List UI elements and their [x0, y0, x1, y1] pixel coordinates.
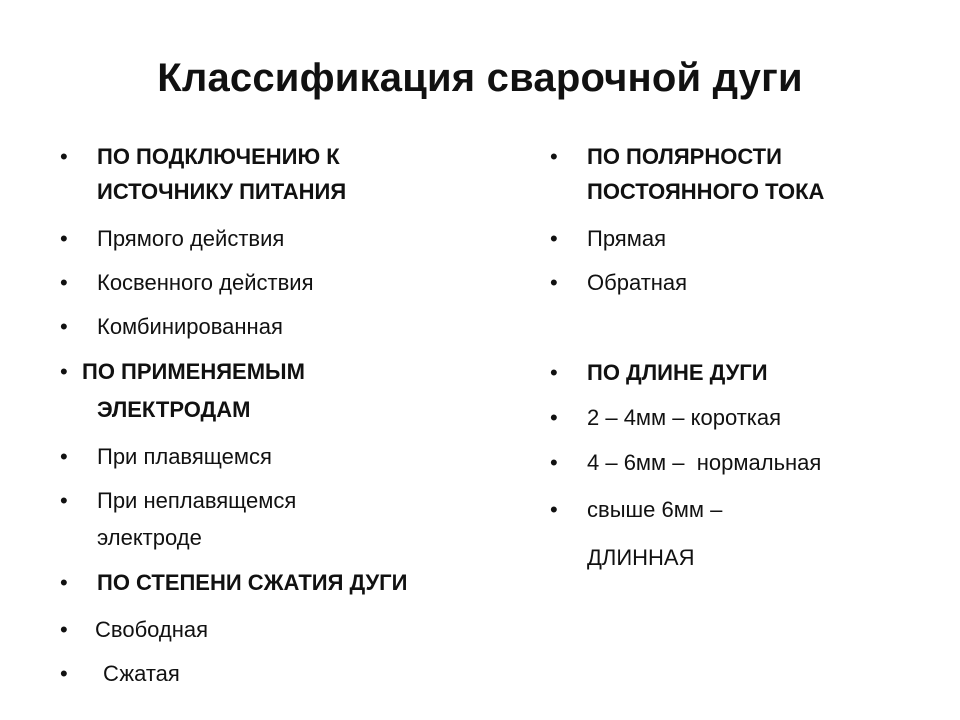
heading-line: ПОСТОЯННОГО ТОКА: [587, 179, 825, 204]
item-text: Свободная: [95, 617, 209, 642]
bullet: •: [550, 497, 558, 522]
item-text: ДЛИННАЯ: [587, 545, 695, 570]
bullet: •: [550, 226, 558, 251]
item-text: Прямого действия: [97, 226, 285, 251]
item-text: Прямая: [587, 226, 666, 251]
item-text: Комбинированная: [97, 314, 283, 339]
bullet: •: [60, 570, 68, 595]
item-text: свыше 6мм –: [587, 497, 723, 522]
item-text: Косвенного действия: [97, 270, 314, 295]
heading-line: ИСТОЧНИКУ ПИТАНИЯ: [97, 179, 347, 204]
bullet: •: [60, 226, 68, 251]
item-text: 2 – 4мм – короткая: [587, 405, 782, 430]
bullet: •: [550, 360, 558, 385]
bullet: •: [60, 617, 68, 642]
item-text: электроде: [97, 525, 202, 550]
heading-line: ПО ДЛИНЕ ДУГИ: [587, 360, 768, 385]
bullet: •: [550, 144, 558, 169]
heading-line: ПО СТЕПЕНИ СЖАТИЯ ДУГИ: [97, 570, 408, 595]
item-text: Сжатая: [103, 661, 180, 686]
bullet: •: [60, 661, 68, 686]
heading-line: ЭЛЕКТРОДАМ: [97, 397, 251, 422]
heading-line: ПО ПРИМЕНЯЕМЫМ: [82, 359, 305, 384]
bullet: •: [60, 314, 68, 339]
bullet: •: [60, 444, 68, 469]
bullet: •: [60, 144, 68, 169]
bullet: •: [60, 359, 68, 384]
bullet: •: [60, 488, 68, 513]
bullet: •: [550, 405, 558, 430]
item-text: Обратная: [587, 270, 688, 295]
item-text: 4 – 6мм – нормальная: [587, 450, 822, 475]
heading-line: ПО ПОЛЯРНОСТИ: [587, 144, 782, 169]
heading-line: ПО ПОДКЛЮЧЕНИЮ К: [97, 144, 340, 169]
item-text: При неплавящемся: [97, 488, 297, 513]
item-text: При плавящемся: [97, 444, 272, 469]
bullet: •: [550, 270, 558, 295]
bullet: •: [60, 270, 68, 295]
bullet: •: [550, 450, 558, 475]
slide-title: Классификация сварочной дуги: [157, 56, 803, 100]
